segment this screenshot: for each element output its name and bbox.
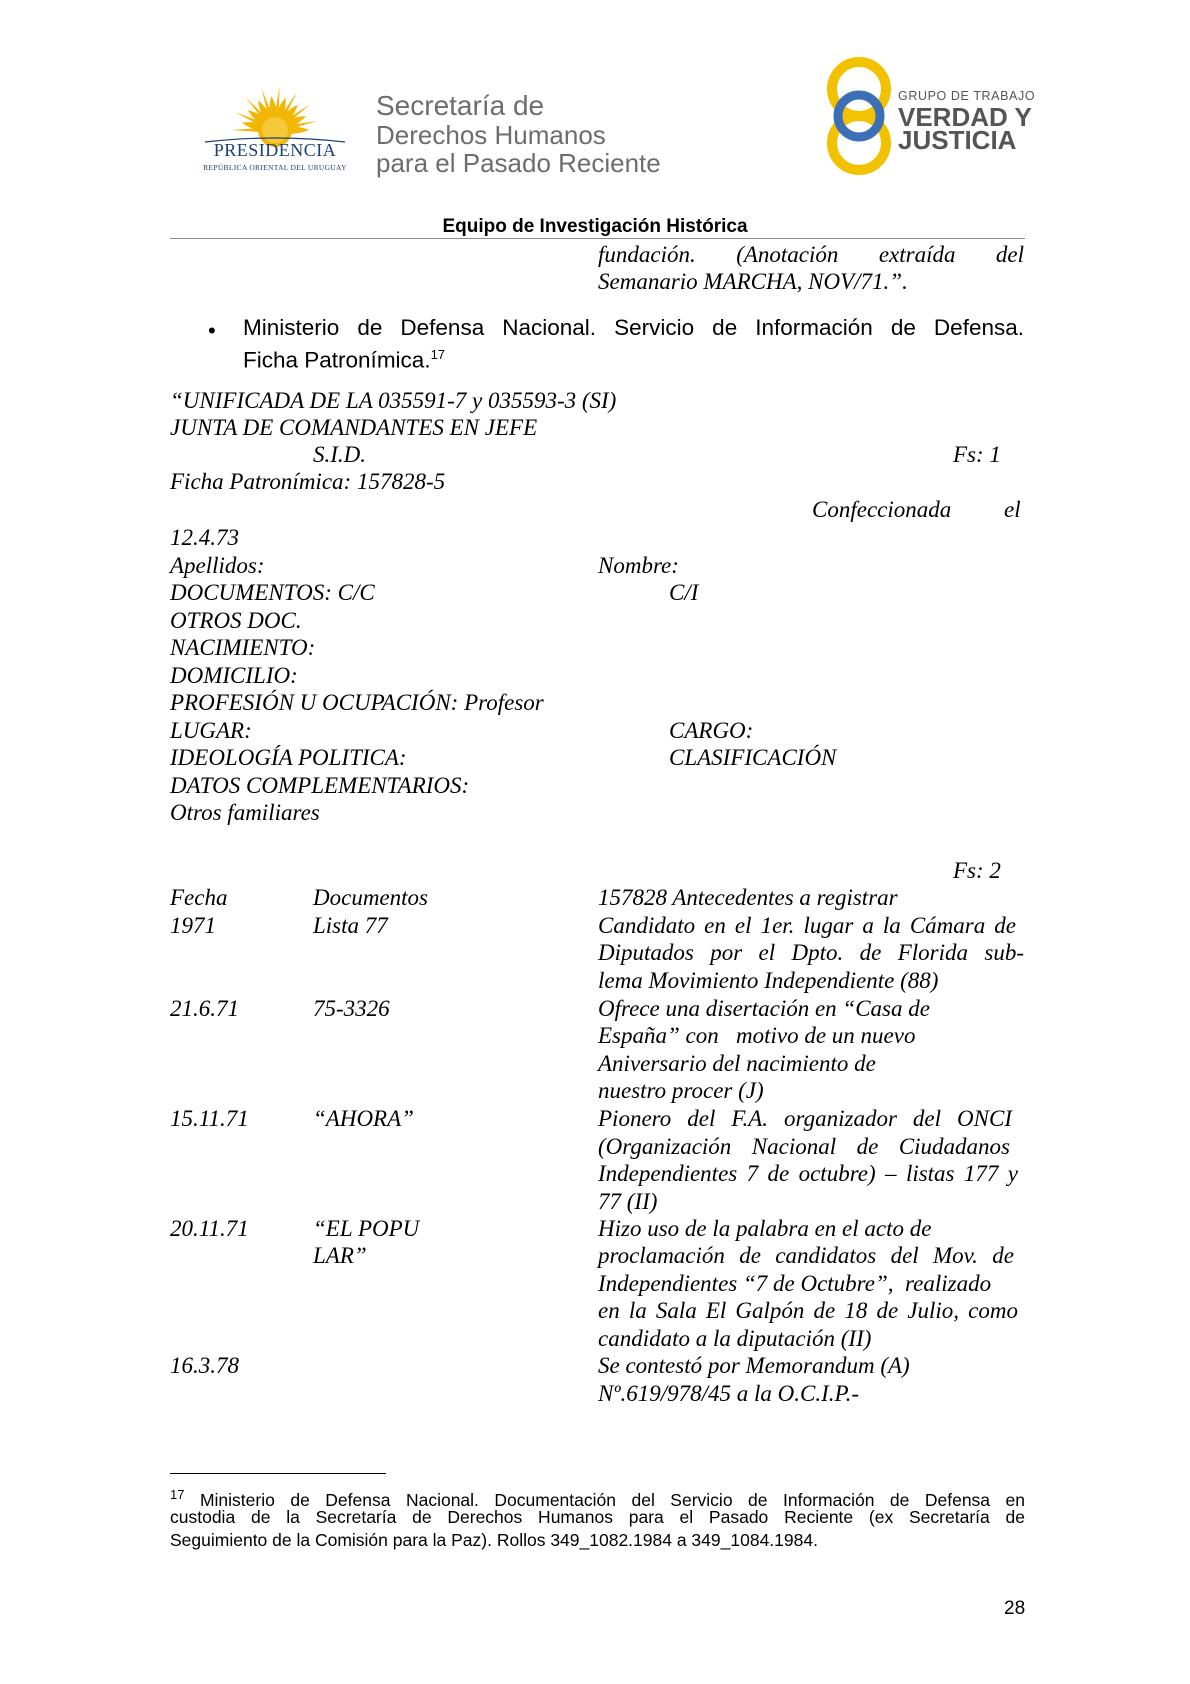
ficha-datos-complementarios: DATOS COMPLEMENTARIOS: xyxy=(170,773,470,798)
ficha-lugar: LUGAR: xyxy=(170,718,252,743)
table-header-fecha: Fecha xyxy=(170,885,228,910)
header-divider xyxy=(170,238,1025,239)
ficha-confeccionada: Confeccionada xyxy=(812,497,952,522)
table-row-fecha: 15.11.71 xyxy=(170,1106,249,1131)
ficha-el: el xyxy=(1004,497,1021,522)
footnote-number: 17 xyxy=(170,1487,185,1502)
ficha-fs1: Fs: 1 xyxy=(953,442,1001,467)
quote-line1 xyxy=(598,241,1024,268)
bullet-text-line2 xyxy=(243,341,445,374)
table-row-text: Se contestó por Memorandum (A) xyxy=(598,1353,910,1378)
table-header-documentos: Documentos xyxy=(313,885,428,910)
footnote-divider xyxy=(170,1473,386,1474)
ficha-cargo: CARGO: xyxy=(669,718,754,743)
ficha-ideologia: IDEOLOGÍA POLITICA: xyxy=(170,745,407,770)
presidencia-label: PRESIDENCIA xyxy=(213,140,337,160)
bullet-text: Ficha Patronímica. xyxy=(243,347,431,373)
table-row-fecha: 1971 xyxy=(170,913,216,938)
vj-verdad-label: VERDAD Y xyxy=(898,102,1032,132)
ficha-nombre: Nombre: xyxy=(598,553,679,578)
secretaria-title-line3: para el Pasado Reciente xyxy=(376,148,661,178)
equipo-heading: Equipo de Investigación Histórica xyxy=(442,216,748,237)
ficha-sid: S.I.D. xyxy=(313,442,367,467)
table-row-text: nuestro procer (J) xyxy=(598,1078,764,1103)
vj-justicia-label: JUSTICIA xyxy=(898,125,1017,155)
footnote-line2: custodia de la Secretaría de Derechos Humanos para el Pasado Reciente (ex Secretaría de xyxy=(170,1507,1025,1527)
table-row-text: Candidato en el 1er. lugar a la Cámara de xyxy=(598,913,1016,938)
page-number: 28 xyxy=(1004,1598,1026,1619)
secretaria-title-line2: Derechos Humanos xyxy=(376,120,606,150)
ficha-ci: C/I xyxy=(669,580,699,605)
table-row-text: proclamación de candidatos del Mov. de xyxy=(598,1243,1014,1268)
republica-label: REPÚBLICA ORIENTAL DEL URUGUAY xyxy=(203,163,347,172)
table-row-fecha: 20.11.71 xyxy=(170,1216,249,1241)
verdad-justicia-rings-logo xyxy=(818,55,900,179)
secretaria-title-line1: Secretaría de xyxy=(376,90,545,121)
footnote-text: Ministerio de Defensa Nacional. Documentación del Servicio de Información de Defensa en xyxy=(199,1489,1025,1510)
quote-line2: Semanario MARCHA, NOV/71.”. xyxy=(598,269,908,294)
table-row-fecha: 21.6.71 xyxy=(170,996,239,1021)
ficha-otros-doc: OTROS DOC. xyxy=(170,608,302,633)
footnote-ref: 17 xyxy=(430,347,446,362)
table-row-text: Independientes “7 de Octubre”, realizado xyxy=(598,1271,992,1296)
quote-word: fundación. xyxy=(598,242,696,267)
ficha-fecha-confeccion: 12.4.73 xyxy=(170,525,239,550)
table-row-text: Pionero del F.A. organizador del ONCI xyxy=(598,1106,1012,1131)
quote-word: extraída xyxy=(878,242,956,267)
bullet-text-line1: Ministerio de Defensa Nacional. Servicio de Información de Defensa. xyxy=(243,315,1024,340)
table-row-text: Diputados por el Dpto. de Florida sub- xyxy=(598,940,1024,965)
table-row-doc: 75-3326 xyxy=(313,996,390,1021)
ficha-junta: JUNTA DE COMANDANTES EN JEFE xyxy=(170,415,538,440)
ficha-unificada: “UNIFICADA DE LA 035591-7 y 035593-3 (SI) xyxy=(170,388,617,413)
table-row-doc: “AHORA” xyxy=(313,1106,414,1131)
quote-word: (Anotación xyxy=(736,242,839,267)
ficha-otros-familiares: Otros familiares xyxy=(170,800,320,825)
footnote-line3: Seguimiento de la Comisión para la Paz). Rollos 349_1082.1984 a 349_1084.1984. xyxy=(170,1530,818,1550)
ficha-profesion: PROFESIÓN U OCUPACIÓN: Profesor xyxy=(170,690,544,715)
table-row-text: Hizo uso de la palabra en el acto de xyxy=(598,1216,932,1241)
table-row-text: candidato a la diputación (II) xyxy=(598,1326,872,1351)
quote-word: del xyxy=(995,242,1025,267)
table-row-doc: Lista 77 xyxy=(313,913,388,938)
table-row-text: Independientes 7 de octubre) – listas 177 y xyxy=(598,1161,1018,1186)
ficha-fs2: Fs: 2 xyxy=(953,858,1001,883)
table-row-text: en la Sala El Galpón de 18 de Julio, como xyxy=(598,1298,1018,1323)
ficha-nacimiento: NACIMIENTO: xyxy=(170,635,316,660)
ficha-documentos: DOCUMENTOS: C/C xyxy=(170,580,375,605)
table-row-text: 77 (II) xyxy=(598,1189,658,1214)
table-row-fecha: 16.3.78 xyxy=(170,1353,239,1378)
table-row-text: Ofrece una disertación en “Casa de xyxy=(598,996,930,1021)
ficha-apellidos: Apellidos: xyxy=(170,553,265,578)
ficha-numero: Ficha Patronímica: 157828-5 xyxy=(170,469,446,494)
ficha-domicilio: DOMICILIO: xyxy=(170,663,298,688)
vj-grupo-label: GRUPO DE TRABAJO xyxy=(898,89,1036,103)
table-row-text: Nº.619/978/45 a la O.C.I.P.- xyxy=(598,1381,859,1406)
table-row-text: España” con motivo de un nuevo xyxy=(598,1023,916,1048)
table-row-text: Aniversario del nacimiento de xyxy=(598,1051,876,1076)
bullet-marker: • xyxy=(208,318,216,343)
ficha-clasificacion: CLASIFICACIÓN xyxy=(669,745,837,770)
table-row-doc-continued: LAR” xyxy=(313,1243,367,1268)
table-row-text: lema Movimiento Independiente (88) xyxy=(598,968,939,993)
table-row-doc: “EL POPU xyxy=(313,1216,420,1241)
table-row-text: (Organización Nacional de Ciudadanos xyxy=(598,1134,1010,1159)
table-header-antecedentes: 157828 Antecedentes a registrar xyxy=(598,885,898,910)
